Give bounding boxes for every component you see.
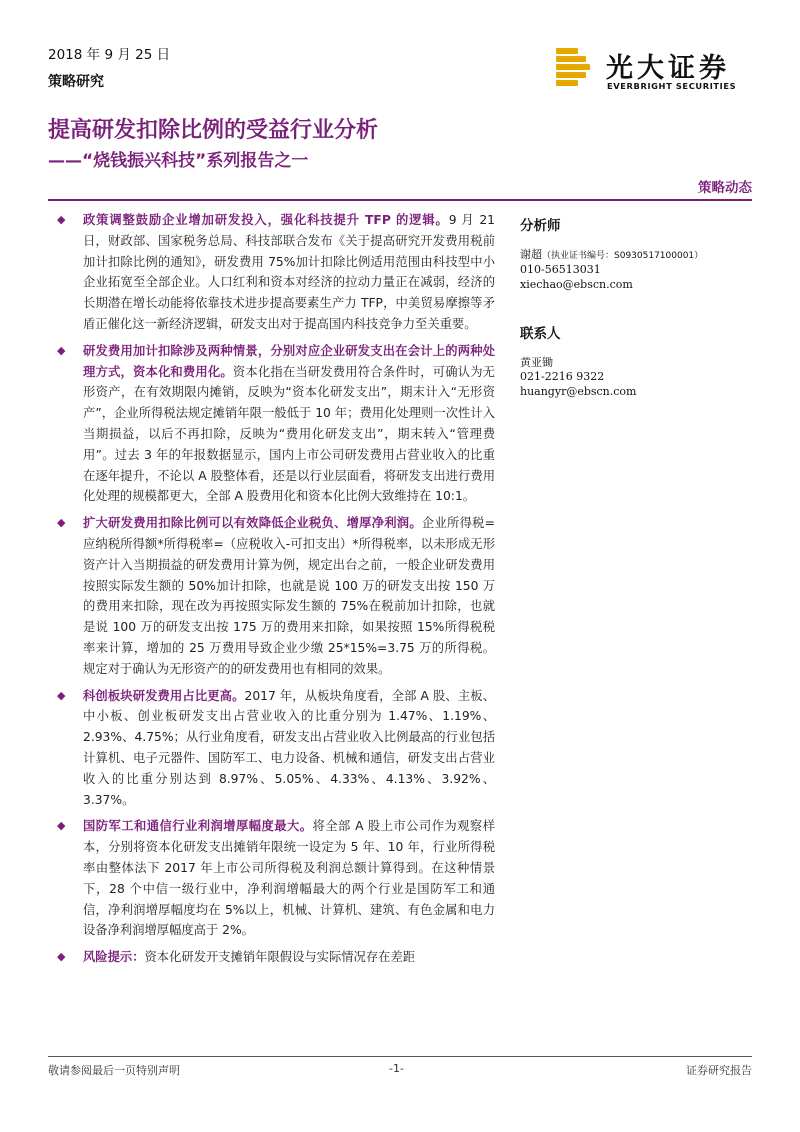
logo-text-en: EVERBRIGHT SECURITIES bbox=[607, 81, 737, 91]
diamond-bullet-icon: ◆ bbox=[57, 819, 66, 833]
report-category: 策略研究 bbox=[48, 74, 104, 90]
bullet-body: 9 月 21 日，财政部、国家税务总局、科技部联合发布《关于提高研究开发费用税前加计扣除比例的通知》，研发费用 75%加计扣除比例适用范围由科技型中小企业拓宽至全部企业。人口红利和资本对经济的拉动力量正在减弱，经济的长期潜在增长动能将依靠技术进步提高要素生产力 TFP，中美贸易摩擦等矛盾正催化这一新经济逻辑，研发支出对于提高国内科技竞争力至关重要。 bbox=[83, 213, 495, 331]
contact-heading: 联系人 bbox=[520, 326, 561, 342]
logo-mark-icon bbox=[556, 48, 590, 88]
bullet-item bbox=[55, 686, 495, 811]
report-date: 2018 年 9 月 25 日 bbox=[48, 47, 171, 63]
bullet-body: 2017 年，从板块角度看，全部 A 股、主板、中小板、创业板研发支出占营业收入的比重分别为 1.47%、1.19%、2.93%、4.75%；从行业角度看，研发支出占营业收入比例最高的行业包括计算机、电子元器件、国防军工、电力设备、机械和通信，研发支出占营业收入的比重分别达到 8.97%、5.05%、4.33%、4.13%、3.92%、3.37%。 bbox=[83, 688, 495, 807]
contact-block bbox=[520, 322, 750, 399]
bullet-item bbox=[55, 341, 495, 507]
page-number: -1- bbox=[389, 1062, 404, 1075]
bullet-lead: 扩大研发费用扣除比例可以有效降低企业税负、增厚净利润。 bbox=[83, 516, 422, 531]
bullet-lead: 研发费用加计扣除涉及两种情景，分别对应企业研发支出在会计上的两种处理方式，资本化和费用化。 bbox=[83, 343, 495, 379]
bullet-lead: 科创板块研发费用占比更高。 bbox=[83, 688, 245, 703]
header-divider bbox=[48, 199, 752, 201]
diamond-bullet-icon: ◆ bbox=[57, 688, 66, 702]
footer-doc-type: 证券研究报告 bbox=[686, 1064, 752, 1077]
analyst-name-line bbox=[520, 248, 750, 263]
diamond-bullet-icon: ◆ bbox=[57, 950, 66, 964]
contact-name: 黄亚锄 bbox=[520, 356, 553, 369]
footer-divider bbox=[48, 1056, 752, 1057]
sidebar-contacts bbox=[520, 214, 750, 429]
bullet-body: 企业所得税=应纳税所得额*所得税率=（应税收入-可扣支出）*所得税率，以未形成无形资产计入当期损益的研发费用计算为例，规定出台之前，一般企业研发费用按照实际发生额的 50%加计扣除，也就是说 100 万的研发支出按 150 万的费用来扣除，现在改为再按照实际发生额的 75%在税前加计扣除，也就是说 100 万的研发支出按 175 万的费用来扣除，如果按照 15%所得税税率来计算，增加的 25 万费用导致企业少缴 25*15%=3.75 万的所得税。规定对于确认为无形资产的的研发费用也有相同的效果。 bbox=[83, 516, 495, 676]
analyst-email[interactable]: xiechao@ebscn.com bbox=[520, 277, 633, 291]
analyst-block bbox=[520, 214, 750, 292]
page-subtitle: ——“烧钱振兴科技”系列报告之一 bbox=[48, 151, 309, 171]
summary-bullets bbox=[55, 210, 495, 974]
bullet-item bbox=[55, 513, 495, 679]
bullet-body: 资本化指在当研发费用符合条件时，可确认为无形资产，在有效期限内摊销，反映为“资本化研发支出”，期末计入“无形资产”，企业所得税法规定摊销年限一般低于 10 年；费用化处理则一次性计入当期损益，以后不再扣除，反映为“费用化研发支出”，期末转入“管理费用”。过去 3 年的年报数据显示，国内上市公司研发费用占营业收入的比重在逐年提升，不论以 A 股整体看，还是以行业层面看，将研发支出进行费用化处理的规模都更大，全部 A 股费用化和资本化比例大致维持在 10:1。 bbox=[83, 364, 495, 504]
analyst-cert: （执业证书编号：S0930517100001） bbox=[542, 251, 704, 261]
contact-phone: 021-2216 9322 bbox=[520, 370, 605, 383]
page-title: 提高研发扣除比例的受益行业分析 bbox=[48, 118, 379, 143]
bullet-item bbox=[55, 816, 495, 941]
bullet-body: 资本化研发开支摊销年限假设与实际情况存在差距 bbox=[144, 950, 416, 965]
diamond-bullet-icon: ◆ bbox=[57, 516, 66, 530]
logo-text-cn: 光大证券 bbox=[606, 53, 730, 84]
bullet-lead: 政策调整鼓励企业增加研发投入，强化科技提升 TFP 的逻辑。 bbox=[83, 213, 449, 227]
report-type-tag: 策略动态 bbox=[698, 180, 752, 196]
bullet-lead: 国防军工和通信行业利润增厚幅度最大。 bbox=[83, 819, 313, 834]
analyst-heading: 分析师 bbox=[520, 218, 561, 234]
bullet-item-risk bbox=[55, 947, 495, 968]
bullet-lead: 风险提示： bbox=[83, 950, 145, 965]
bullet-item bbox=[55, 210, 495, 335]
analyst-phone: 010-56513031 bbox=[520, 263, 601, 276]
analyst-name: 谢超 bbox=[520, 248, 542, 261]
diamond-bullet-icon: ◆ bbox=[57, 213, 66, 226]
diamond-bullet-icon: ◆ bbox=[57, 343, 66, 357]
bullet-body: 将全部 A 股上市公司作为观察样本，分别将资本化研发支出摊销年限统一设定为 5 年、10 年，行业所得税率由整体法下 2017 年上市公司所得税及利润总额计算得到。在这种情景下，28 个中信一级行业中，净利润增幅最大的两个行业是国防军工和通信，净利润增厚幅度均在 5%以上，机械、计算机、建筑、有色金属和电力设备净利润增厚幅度高于 2%。 bbox=[83, 819, 495, 938]
everbright-logo bbox=[556, 44, 756, 94]
footer-disclaimer: 敬请参阅最后一页特别声明 bbox=[48, 1064, 180, 1077]
contact-email[interactable]: huangyr@ebscn.com bbox=[520, 384, 637, 398]
